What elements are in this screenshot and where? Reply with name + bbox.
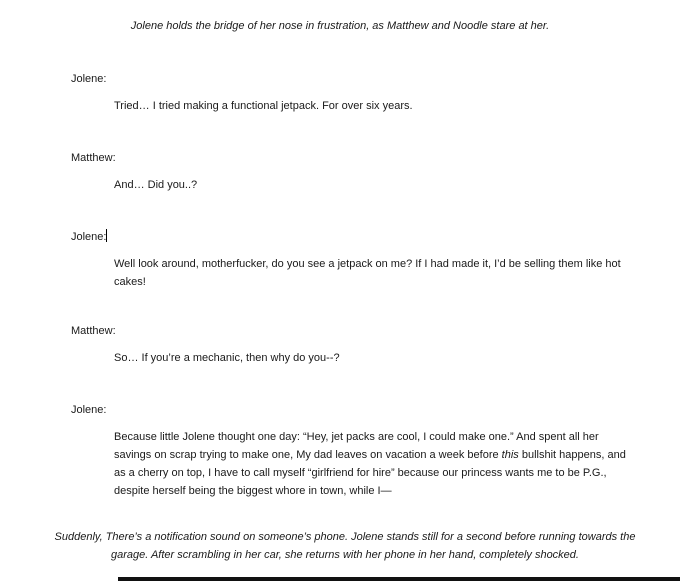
stage-direction-bottom: Suddenly, There’s a notification sound on someone’s phone. Jolene stands still for a second before running towards the garage. After scrambling in her car, she returns with her phone in her hand, completely shocked. bbox=[54, 531, 636, 561]
speaker-jolene-3: Jolene: bbox=[71, 404, 107, 416]
dialogue-line-5 bbox=[114, 428, 639, 500]
speaker-label: Jolene: bbox=[71, 231, 107, 243]
dialogue-line-4: So… If you’re a mechanic, then why do you--? bbox=[114, 352, 340, 364]
line-text-emphasis: this bbox=[501, 449, 519, 461]
line-text-part-2: bullshit happens, and as a cherry on top, I have to call myself “girlfriend for hire” because our princess wants me to be P.G., despite herself being the biggest whore in town, while I— bbox=[114, 449, 626, 497]
page-bottom-edge bbox=[118, 577, 680, 581]
speaker-matthew-2: Matthew: bbox=[71, 325, 116, 337]
speaker-jolene-2 bbox=[71, 229, 107, 245]
dialogue-line-2: And… Did you..? bbox=[114, 179, 198, 191]
text-cursor bbox=[106, 229, 107, 242]
dialogue-line-3: Well look around, motherfucker, do you see a jetpack on me? If I had made it, I’d be selling them like hot cakes! bbox=[114, 258, 621, 288]
line-text-part-1: Because little Jolene thought one day: “Hey, jet packs are cool, I could make one.” And spent all her savings on scrap trying to make one, My dad leaves on vacation a week before bbox=[114, 431, 599, 461]
dialogue-line-1: Tried… I tried making a functional jetpack. For over six years. bbox=[114, 100, 413, 112]
stage-direction-top: Jolene holds the bridge of her nose in frustration, as Matthew and Noodle stare at her. bbox=[130, 20, 550, 32]
speaker-jolene-1: Jolene: bbox=[71, 73, 107, 85]
speaker-matthew-1: Matthew: bbox=[71, 152, 116, 164]
